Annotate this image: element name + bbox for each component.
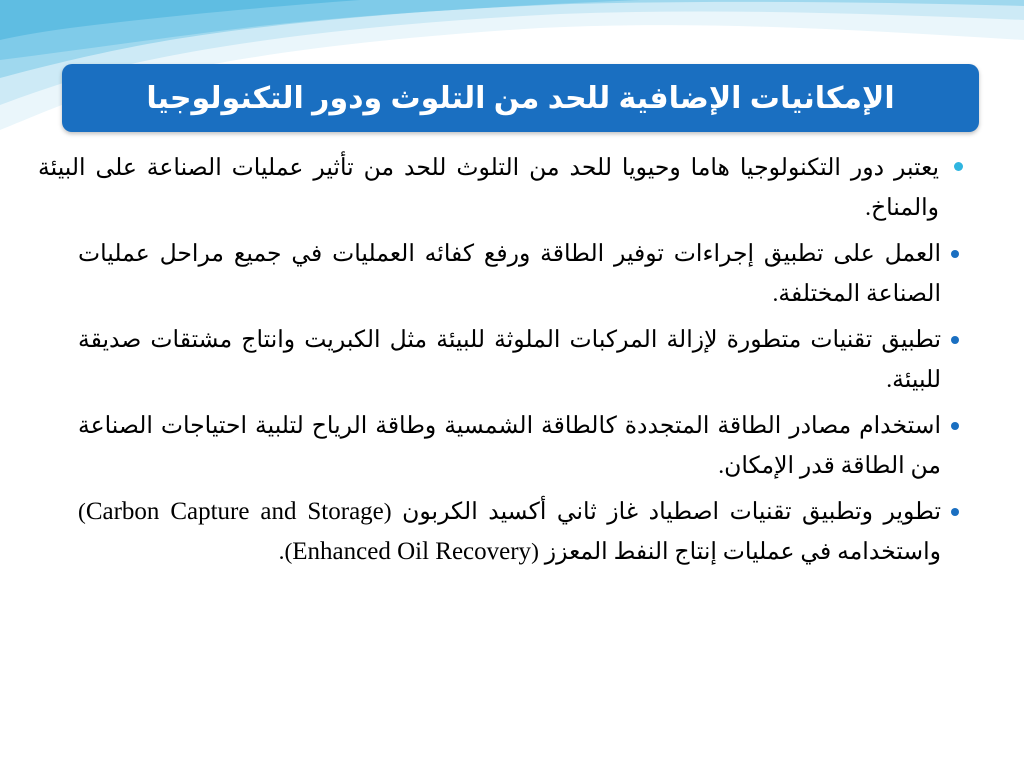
content-area	[38, 148, 965, 578]
english-term-ccs: Carbon Capture and Storage	[85, 498, 384, 525]
bullet-item	[38, 148, 965, 228]
bullet-dot-icon	[951, 336, 959, 344]
sub-bullet-text: استخدام مصادر الطاقة المتجددة كالطاقة الشمسية وطاقة الرياح لتلبية احتياجات الصناعة من الطاقة قدر الإمكان.	[78, 413, 941, 479]
sub-bullet-item	[78, 234, 965, 314]
sub-bullet-text-part1: تطوير وتطبيق تقنيات اصطياد غاز ثاني أكسيد الكربون (	[383, 499, 942, 525]
sub-bullet-item	[78, 406, 965, 486]
bullet-dot-icon	[951, 250, 959, 258]
slide-title: الإمكانيات الإضافية للحد من التلوث ودور التكنولوجيا	[146, 81, 895, 115]
bullet-dot-icon	[951, 422, 959, 430]
sub-bullet-item	[78, 492, 965, 572]
sub-bullet-text: العمل على تطبيق إجراءات توفير الطاقة ورفع كفائه العمليات في جميع مراحل عمليات الصناعة المختلفة.	[78, 241, 941, 307]
english-term-eor: Enhanced Oil Recovery	[292, 538, 532, 565]
sub-bullet-item	[78, 320, 965, 400]
title-box	[62, 64, 979, 132]
sub-bullet-text: تطبيق تقنيات متطورة لإزالة المركبات الملوثة للبيئة مثل الكبريت وانتاج مشتقات صديقة للبيئة.	[78, 327, 941, 393]
bullet-dot-icon	[954, 162, 963, 171]
bullet-dot-icon	[951, 508, 959, 516]
sub-bullet-text-part3: ).	[278, 539, 293, 565]
sub-bullet-text-part2: ) واستخدامه في عمليات إنتاج النفط المعزز (	[78, 499, 941, 565]
bullet-text: يعتبر دور التكنولوجيا هاما وحيويا للحد من التلوث للحد من تأثير عمليات الصناعة على البيئة والمناخ.	[38, 155, 939, 221]
